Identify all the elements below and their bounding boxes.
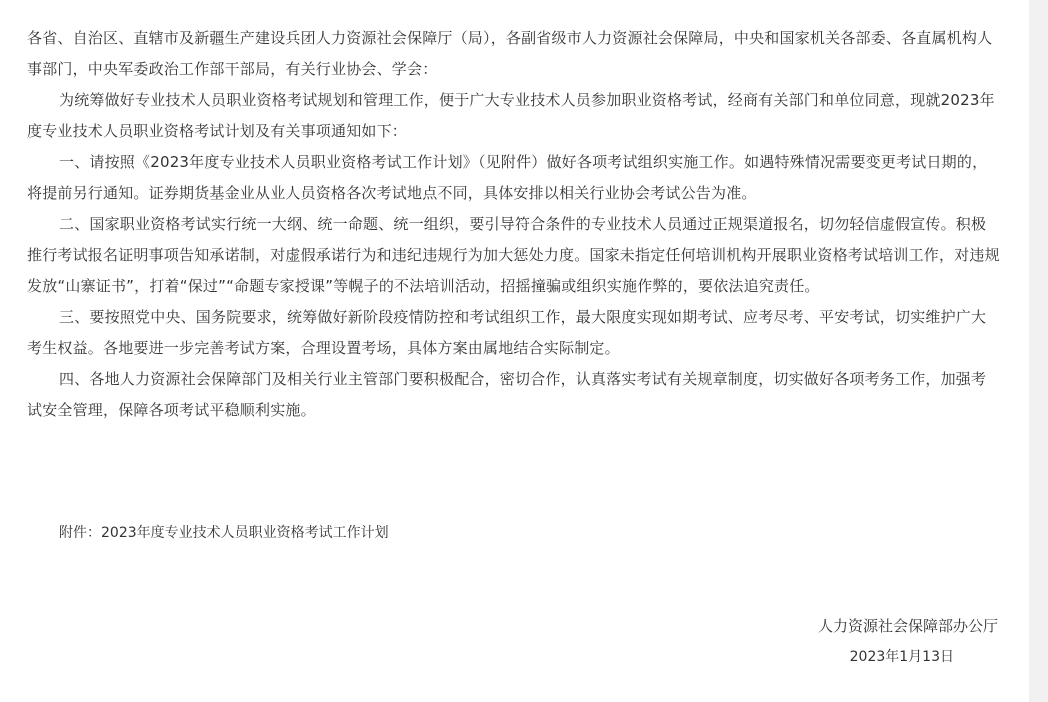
issuing-organization: 人力资源社会保障部办公厅 bbox=[817, 617, 998, 635]
notice-body bbox=[27, 23, 1000, 426]
scrollbar-track[interactable] bbox=[1029, 0, 1048, 702]
attachment-link[interactable]: 附件：2023年度专业技术人员职业资格考试工作计划 bbox=[59, 525, 389, 541]
item-paragraph-3: 三、要按照党中央、国务院要求，统筹做好新阶段疫情防控和考试组织工作，最大限度实现如期考试、应考尽考、平安考试，切实维护广大考生权益。各地要进一步完善考试方案，合理设置考场，具体方案由属地结合实际制定。 bbox=[27, 308, 987, 357]
item-paragraph-1: 一、请按照《2023年度专业技术人员职业资格考试工作计划》（见附件）做好各项考试组织实施工作。如遇特殊情况需要变更考试日期的，将提前另行通知。证券期货基金业从业人员资格各次考试地点不同，具体安排以相关行业协会考试公告为准。 bbox=[27, 153, 988, 202]
signature-block bbox=[818, 611, 998, 673]
salutation-paragraph: 各省、自治区、直辖市及新疆生产建设兵团人力资源社会保障厅（局），各副省级市人力资源社会保障局，中央和国家机关各部委、各直属机构人事部门，中央军委政治工作部干部局，有关行业协会、学会： bbox=[27, 29, 993, 78]
intro-paragraph: 为统筹做好专业技术人员职业资格考试规划和管理工作，便于广大专业技术人员参加职业资格考试，经商有关部门和单位同意，现就2023年度专业技术人员职业资格考试计划及有关事项通知如下： bbox=[27, 91, 995, 140]
issue-date: 2023年1月13日 bbox=[849, 649, 954, 665]
item-paragraph-4: 四、各地人力资源社会保障部门及相关行业主管部门要积极配合，密切合作，认真落实考试有关规章制度，切实做好各项考务工作，加强考试安全管理，保障各项考试平稳顺利实施。 bbox=[27, 370, 987, 419]
item-paragraph-2: 二、国家职业资格考试实行统一大纲、统一命题、统一组织，要引导符合条件的专业技术人员通过正规渠道报名，切勿轻信虚假宣传。积极推行考试报名证明事项告知承诺制，对虚假承诺行为和违纪违规行为加大惩处力度。国家未指定任何培训机构开展职业资格考试培训工作，对违规发放“山寨证书”，打着“保过”“命题专家授课”等幌子的不法培训活动，招摇撞骗或组织实施作弊的，要依法追究责任。 bbox=[27, 215, 1000, 295]
